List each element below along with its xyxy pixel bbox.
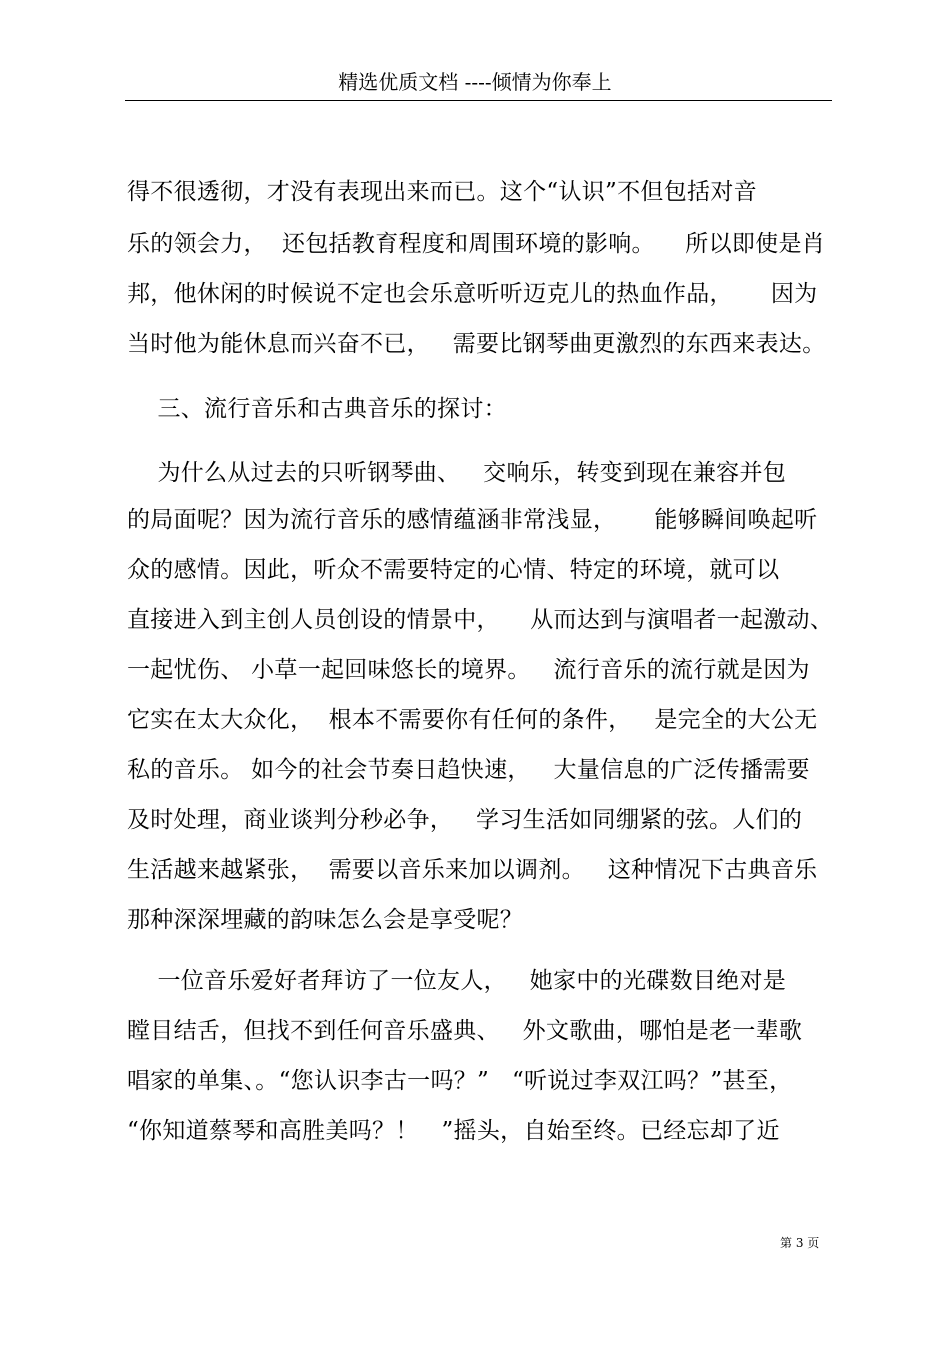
body-line: 及时处理，商业谈判分秒必争， 学习生活如同绷紧的弦。人们的 [127,807,803,833]
body-line: 得不很透彻，才没有表现出来而已。这个“认识”不但包括对音 [127,179,757,205]
body-line: 为什么从过去的只听钢琴曲、 交响乐，转变到现在兼容并包 [127,460,787,486]
body-line: 众的感情。因此，听众不需要特定的心情、特定的环境，就可以 [127,557,780,583]
body-line: “你知道蔡琴和高胜美吗？！ ”摇头，自始至终。已经忘却了近 [127,1118,780,1144]
body-line: 瞠目结舌，但找不到任何音乐盛典、 外文歌曲，哪怕是老一辈歌 [127,1018,803,1044]
body-line: 的局面呢？因为流行音乐的感情蕴涵非常浅显， 能够瞬间唤起听 [127,507,818,533]
body-line: 一位音乐爱好者拜访了一位友人， 她家中的光碟数目绝对是 [127,968,787,994]
body-line: 它实在太大众化， 根本不需要你有任何的条件， 是完全的大公无 [127,707,818,733]
body-line: 生活越来越紧张， 需要以音乐来加以调剂。 这种情况下古典音乐 [127,857,818,883]
body-line: 唱家的单集、。“您认识李古一吗？” “听说过李双江吗？”甚至， [127,1068,793,1094]
body-line: 直接进入到主创人员创设的情景中， 从而达到与演唱者一起激动、 [127,607,834,633]
page-number: 第 3 页 [780,1236,820,1250]
body-line: 乐的领会力， 还包括教育程度和周围环境的影响。 所以即使是肖 [127,231,826,257]
header-divider [125,100,832,101]
body-line: 私的音乐。 如今的社会节奏日趋快速， 大量信息的广泛传播需要 [127,757,810,783]
body-line: 邦，他休闲的时候说不定也会乐意听听迈克儿的热血作品， 因为 [127,281,818,307]
body-line: 一起忧伤、 小草一起回味悠长的境界。 流行音乐的流行就是因为 [127,657,810,683]
header-title: 精选优质文档 ----倾情为你奉上 [338,70,612,94]
section-heading: 三、流行音乐和古典音乐的探讨： [127,396,507,422]
body-line: 当时他为能休息而兴奋不已， 需要比钢琴曲更激烈的东西来表达。 [127,331,826,357]
body-line: 那种深深埋藏的韵味怎么会是享受呢？ [127,907,524,933]
